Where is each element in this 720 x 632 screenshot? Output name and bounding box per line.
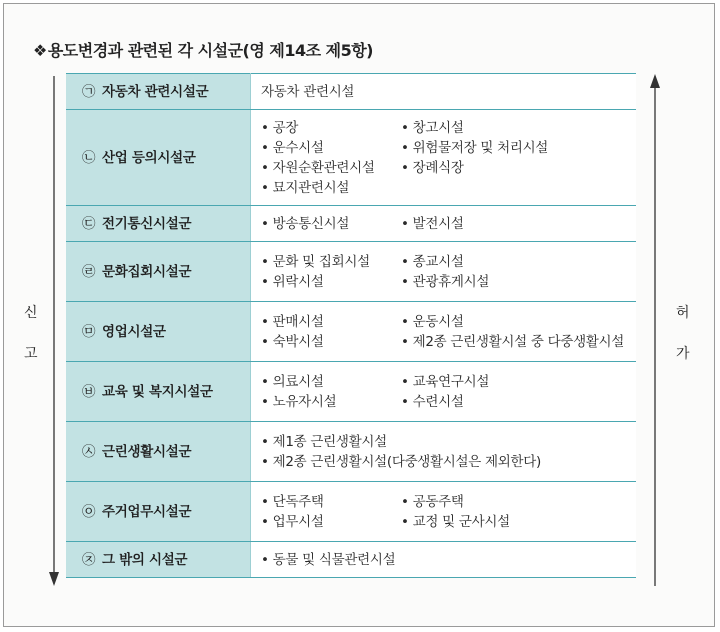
facility-list — [251, 422, 637, 482]
facility-list — [251, 542, 637, 578]
left-label-char-2: 고 — [24, 346, 38, 362]
facility-group-name — [66, 482, 251, 542]
facility-list — [251, 362, 637, 422]
title-text: 용도변경과 관련된 각 시설군(영 제14조 제5항) — [47, 41, 373, 60]
table-row — [66, 110, 636, 206]
group-label: 자동차 관련시설군 — [102, 83, 209, 100]
facility-item: • 노유자시설 — [261, 393, 337, 410]
right-label-char-2: 가 — [676, 346, 690, 362]
facility-group-name — [66, 74, 251, 110]
facility-group-name — [66, 302, 251, 362]
page-title — [33, 38, 373, 61]
facility-list — [251, 110, 637, 206]
facility-item: 자동차 관련시설 — [261, 83, 355, 100]
facility-item: • 운동시설 — [401, 313, 464, 330]
facility-item: • 위험물저장 및 처리시설 — [401, 139, 549, 156]
table-row — [66, 302, 636, 362]
group-label: 주거업무시설군 — [102, 503, 192, 520]
group-label: 산업 등의시설군 — [102, 149, 196, 166]
facility-item: • 의료시설 — [261, 373, 324, 390]
group-label: 영업시설군 — [102, 323, 166, 340]
facility-item: • 숙박시설 — [261, 333, 324, 350]
table-row — [66, 542, 636, 578]
facility-item: • 수련시설 — [401, 393, 464, 410]
facility-item: • 방송통신시설 — [261, 215, 350, 232]
facility-item: • 발전시설 — [401, 215, 464, 232]
table-row — [66, 362, 636, 422]
group-marker: ㉥ — [82, 383, 96, 400]
title-bullet-icon: ❖ — [33, 41, 47, 60]
facility-item: • 종교시설 — [401, 253, 464, 270]
table-row — [66, 206, 636, 242]
group-marker: ㉦ — [82, 443, 96, 460]
facility-item: • 장례식장 — [401, 159, 464, 176]
group-label: 교육 및 복지시설군 — [102, 383, 213, 400]
down-arrow-icon — [49, 76, 59, 586]
facility-group-table — [66, 73, 636, 578]
facility-item: • 묘지관련시설 — [261, 179, 350, 196]
facility-group-name — [66, 206, 251, 242]
facility-list — [251, 302, 637, 362]
facility-item: • 운수시설 — [261, 139, 324, 156]
table-row — [66, 422, 636, 482]
facility-list — [251, 242, 637, 302]
facility-item: • 공동주택 — [401, 493, 464, 510]
group-marker: ㉤ — [82, 323, 96, 340]
facility-item: • 문화 및 집회시설 — [261, 253, 370, 270]
facility-group-name — [66, 542, 251, 578]
group-marker: ㉡ — [82, 149, 96, 166]
facility-item: • 자원순환관련시설 — [261, 159, 375, 176]
facility-item: • 교정 및 군사시설 — [401, 513, 510, 530]
facility-item: • 제2종 근린생활시설(다중생활시설은 제외한다) — [261, 453, 541, 470]
group-marker: ㉢ — [82, 215, 96, 232]
group-marker: ㉣ — [82, 263, 96, 280]
facility-item: • 관광휴게시설 — [401, 273, 490, 290]
facility-group-name — [66, 110, 251, 206]
facility-group-name — [66, 242, 251, 302]
table-row — [66, 242, 636, 302]
facility-list — [251, 74, 637, 110]
table-row — [66, 482, 636, 542]
facility-item: • 창고시설 — [401, 119, 464, 136]
group-label: 문화집회시설군 — [102, 263, 192, 280]
facility-list — [251, 206, 637, 242]
facility-item: • 위락시설 — [261, 273, 324, 290]
facility-list — [251, 482, 637, 542]
facility-item: • 업무시설 — [261, 513, 324, 530]
group-label: 근린생활시설군 — [102, 443, 192, 460]
facility-item: • 공장 — [261, 119, 299, 136]
facility-item: • 단독주택 — [261, 493, 324, 510]
left-label-char-1: 신 — [24, 305, 38, 321]
right-label-char-1: 허 — [676, 305, 690, 321]
group-label: 그 밖의 시설군 — [102, 551, 188, 568]
facility-group-name — [66, 362, 251, 422]
facility-group-name — [66, 422, 251, 482]
facility-item: • 동물 및 식물관련시설 — [261, 551, 396, 568]
group-marker: ㉠ — [82, 83, 96, 100]
group-marker: ㉧ — [82, 503, 96, 520]
facility-item: • 판매시설 — [261, 313, 324, 330]
facility-item: • 제1종 근린생활시설 — [261, 433, 387, 450]
facility-item: • 제2종 근린생활시설 중 다중생활시설 — [401, 333, 625, 350]
up-arrow-icon — [650, 74, 660, 586]
group-marker: ㉨ — [82, 551, 96, 568]
facility-item: • 교육연구시설 — [401, 373, 490, 390]
group-label: 전기통신시설군 — [102, 215, 192, 232]
table-row — [66, 74, 636, 110]
